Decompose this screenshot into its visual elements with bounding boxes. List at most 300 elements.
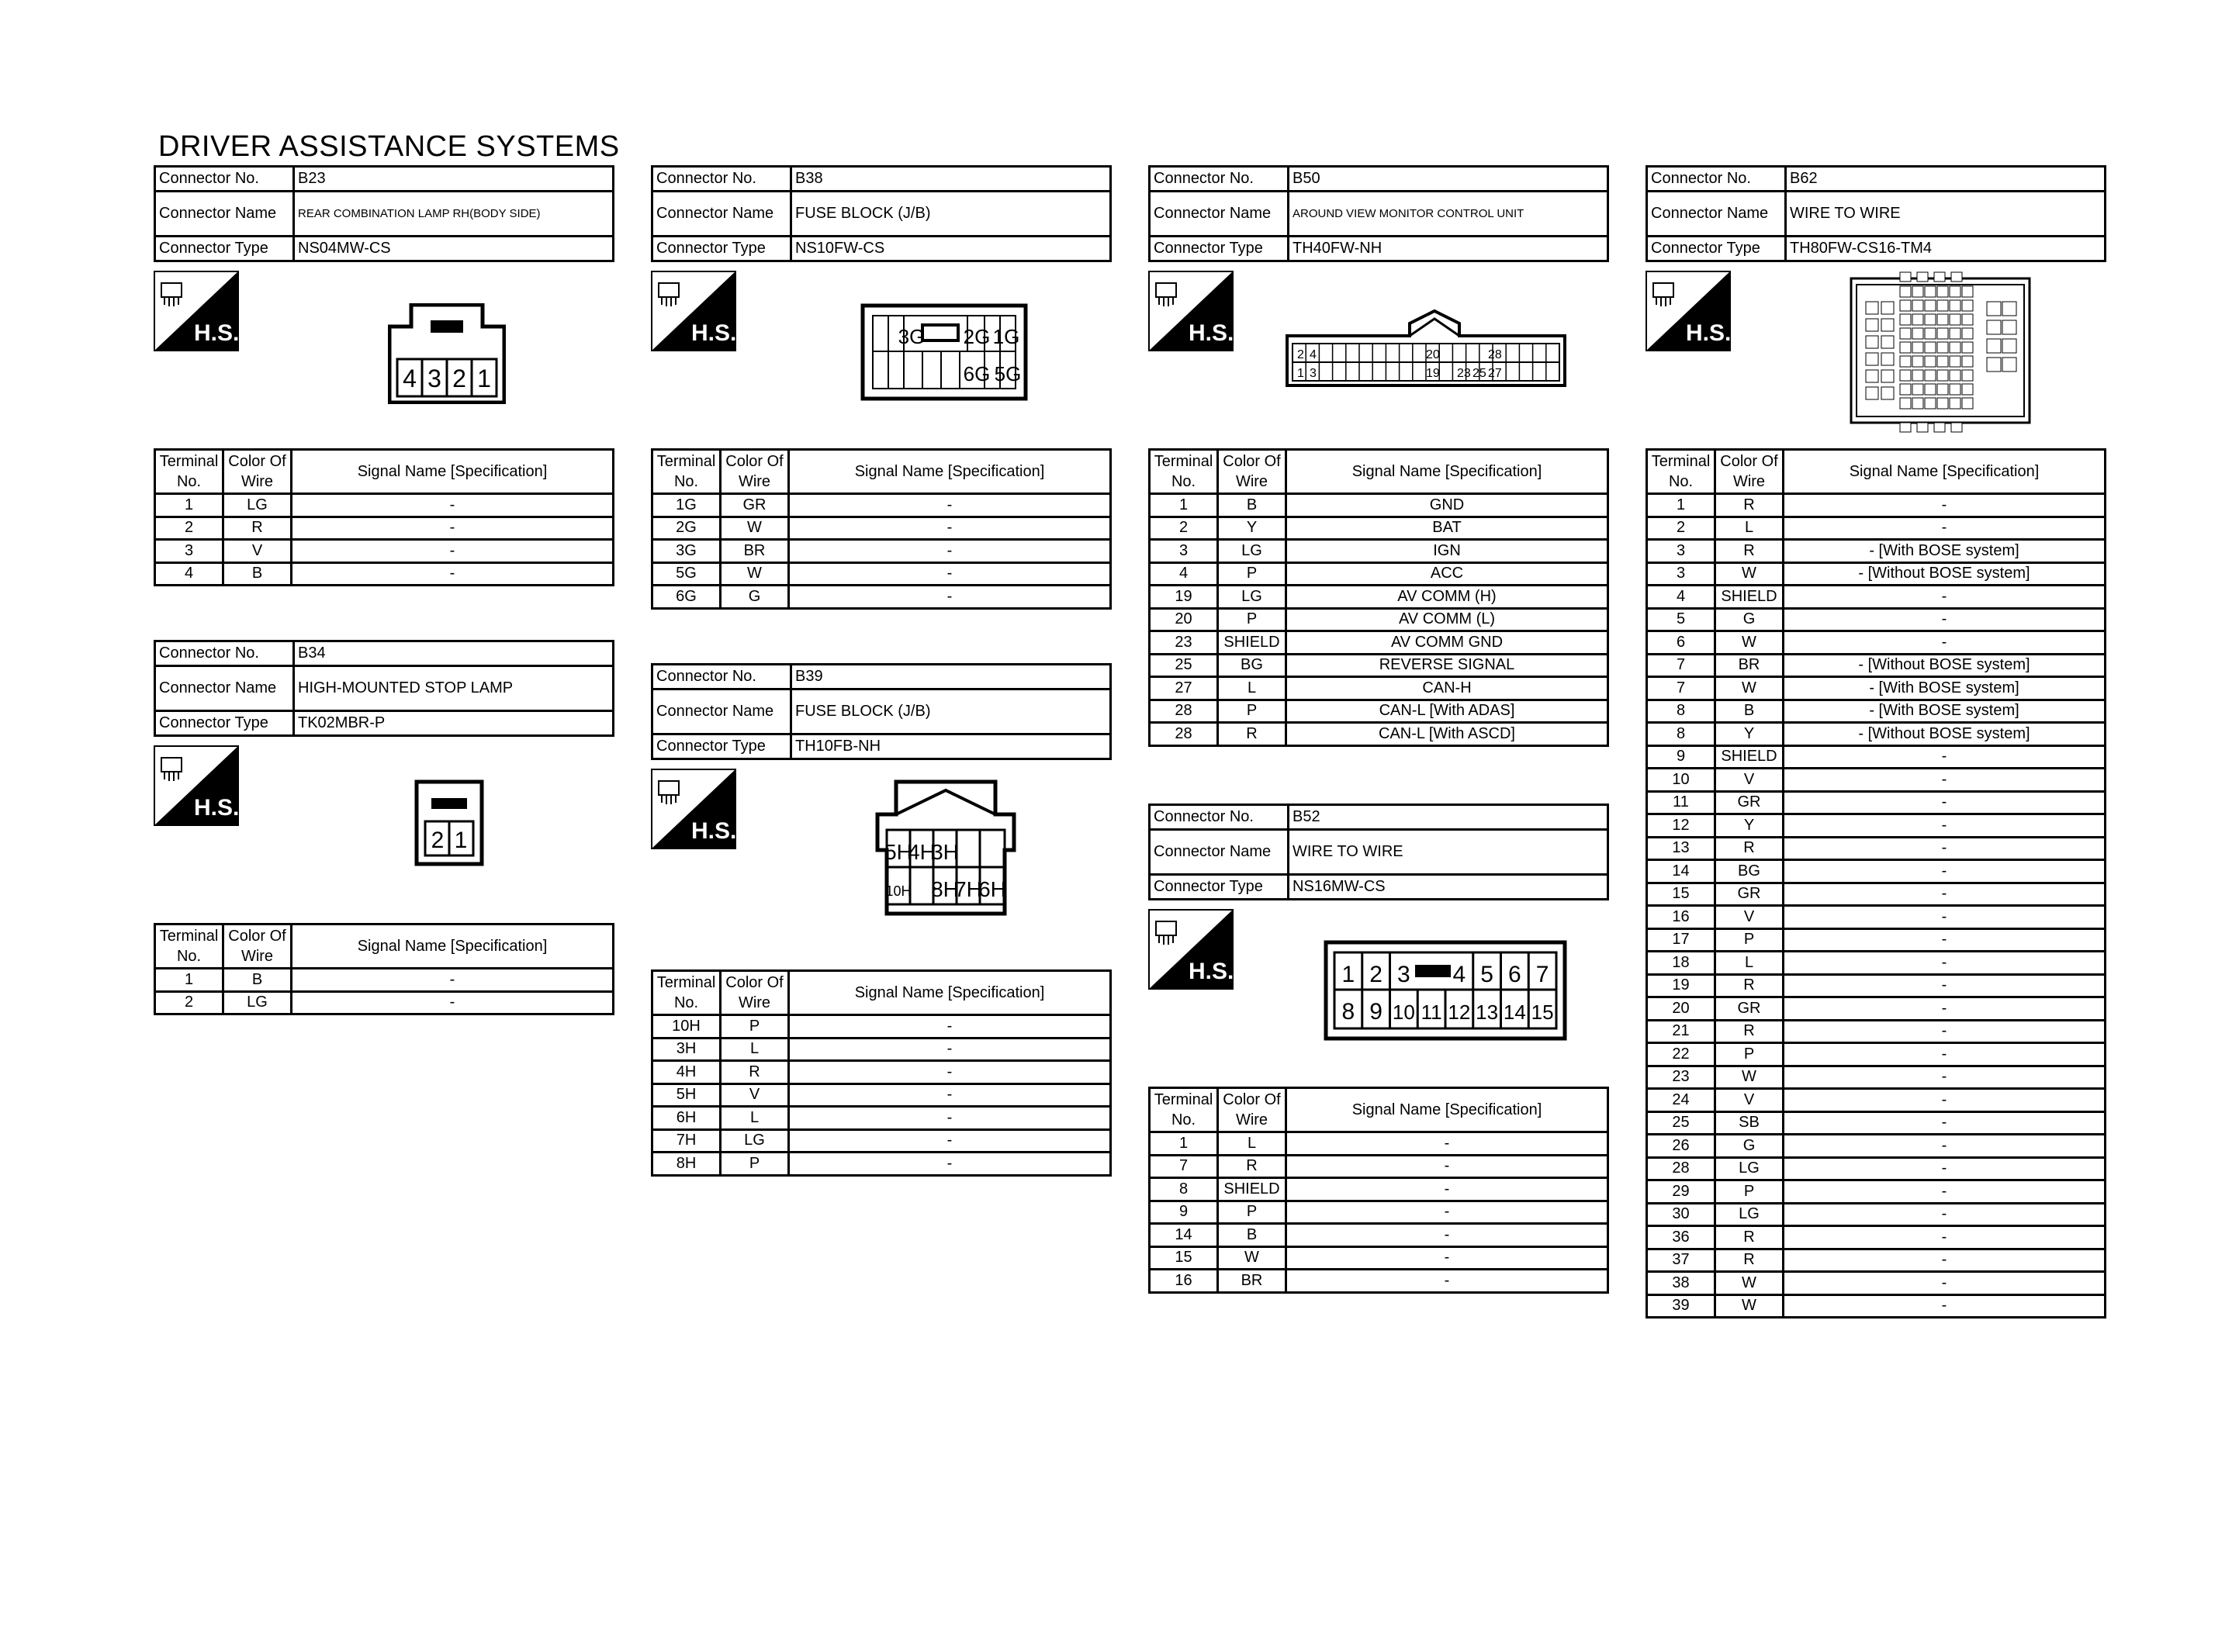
label-connector-no: Connector No. xyxy=(652,167,791,192)
pin-table xyxy=(651,969,1112,1177)
connector-name-value: FUSE BLOCK (J/B) xyxy=(791,192,1111,237)
connector-header xyxy=(1646,165,2106,262)
connector-type-value: TH10FB-NH xyxy=(791,734,1111,759)
table-row xyxy=(1647,769,2106,792)
wire-color-cell: BG xyxy=(1715,860,1784,883)
table-row xyxy=(1647,1294,2106,1318)
terminal-no-cell: 10H xyxy=(652,1015,721,1039)
pin-label: 8H xyxy=(931,877,959,901)
signal-name-cell: - xyxy=(292,969,614,992)
wire-color-cell: R xyxy=(1715,1020,1784,1043)
wire-color-cell: SB xyxy=(1715,1111,1784,1135)
signal-name-cell: CAN-H xyxy=(1286,677,1608,700)
wire-color-cell: P xyxy=(1218,1201,1286,1224)
terminal-no-cell: 14 xyxy=(1647,860,1715,883)
signal-name-cell: - xyxy=(1784,1111,2106,1135)
table-row xyxy=(652,1107,1111,1130)
label-connector-type: Connector Type xyxy=(652,237,791,261)
terminal-no-cell: 20 xyxy=(1647,997,1715,1021)
col-terminal-no: Terminal No. xyxy=(1150,1088,1218,1132)
wire-color-cell: Y xyxy=(1715,814,1784,838)
connector-face-diagram xyxy=(1324,940,1567,1045)
terminal-no-cell: 39 xyxy=(1647,1294,1715,1318)
wire-color-cell: BG xyxy=(1218,654,1286,677)
wire-color-cell: P xyxy=(1218,700,1286,723)
connector-b34 xyxy=(154,640,614,1015)
wire-color-cell: G xyxy=(721,586,789,609)
table-row xyxy=(1647,517,2106,540)
connector-type-value: NS04MW-CS xyxy=(294,237,614,261)
connector-no-value: B38 xyxy=(791,167,1111,192)
table-row xyxy=(1647,1203,2106,1226)
terminal-no-cell: 2 xyxy=(1647,517,1715,540)
wire-color-cell: L xyxy=(1715,952,1784,975)
signal-name-cell: - xyxy=(1784,608,2106,631)
terminal-no-cell: 2G xyxy=(652,517,721,540)
hs-label: H.S. xyxy=(691,818,736,844)
pin-label: 13 xyxy=(1476,1001,1499,1024)
wire-color-cell: P xyxy=(721,1015,789,1039)
pin-label: 4 xyxy=(403,365,417,392)
pin-label: 6G xyxy=(963,362,991,385)
wire-color-cell: R xyxy=(1218,723,1286,746)
wire-color-cell: G xyxy=(1715,1135,1784,1158)
connector-type-value: TH40FW-NH xyxy=(1289,237,1608,261)
terminal-no-cell: 7 xyxy=(1647,677,1715,700)
table-row xyxy=(652,540,1111,563)
signal-name-cell: - xyxy=(1784,974,2106,997)
wire-color-cell: BR xyxy=(721,540,789,563)
signal-name-cell: - xyxy=(292,540,614,563)
table-row xyxy=(1647,1272,2106,1295)
wire-color-cell: LG xyxy=(223,494,292,517)
table-row xyxy=(1647,1089,2106,1112)
pin-label: 2 xyxy=(1297,348,1304,361)
signal-name-cell: - xyxy=(1784,814,2106,838)
terminal-no-cell: 27 xyxy=(1150,677,1218,700)
terminal-no-cell: 8 xyxy=(1150,1178,1218,1201)
terminal-no-cell: 13 xyxy=(1647,837,1715,860)
table-row xyxy=(1647,745,2106,769)
connector-b62 xyxy=(1646,165,2106,1318)
signal-name-cell: - xyxy=(1784,1157,2106,1180)
wire-color-cell: R xyxy=(721,1061,789,1084)
table-row xyxy=(652,1038,1111,1061)
connector-name-value: AROUND VIEW MONITOR CONTROL UNIT xyxy=(1289,192,1608,237)
label-connector-name: Connector Name xyxy=(155,666,294,711)
connector-type-value: NS10FW-CS xyxy=(791,237,1111,261)
pin-label: 11 xyxy=(1421,1001,1442,1024)
terminal-no-cell: 12 xyxy=(1647,814,1715,838)
wire-color-cell: R xyxy=(1715,494,1784,517)
pin-label: 3 xyxy=(1397,962,1410,987)
signal-name-cell: - xyxy=(1784,1020,2106,1043)
table-row xyxy=(652,494,1111,517)
wire-color-cell: GR xyxy=(721,494,789,517)
terminal-no-cell: 14 xyxy=(1150,1224,1218,1247)
table-row xyxy=(155,494,614,517)
table-row xyxy=(1647,928,2106,952)
col-terminal-no: Terminal No. xyxy=(1647,450,1715,494)
terminal-no-cell: 16 xyxy=(1150,1270,1218,1293)
wire-color-cell: L xyxy=(721,1107,789,1130)
terminal-no-cell: 24 xyxy=(1647,1089,1715,1112)
table-row xyxy=(652,1015,1111,1039)
terminal-no-cell: 19 xyxy=(1647,974,1715,997)
label-connector-name: Connector Name xyxy=(1150,830,1289,875)
wire-color-cell: R xyxy=(1715,540,1784,563)
signal-name-cell: - xyxy=(1286,1178,1608,1201)
signal-name-cell: - xyxy=(1784,1294,2106,1318)
hs-label: H.S. xyxy=(1686,320,1731,346)
terminal-no-cell: 4 xyxy=(1647,586,1715,609)
terminal-no-cell: 4H xyxy=(652,1061,721,1084)
wire-color-cell: W xyxy=(1715,1294,1784,1318)
connector-face-diagram xyxy=(1285,308,1567,392)
pin-label: 4 xyxy=(1452,962,1466,987)
pin-label: 3G xyxy=(898,325,926,348)
pin-label: 6 xyxy=(1508,962,1521,987)
col-signal-name: Signal Name [Specification] xyxy=(789,450,1111,494)
label-connector-type: Connector Type xyxy=(155,711,294,736)
table-row xyxy=(652,517,1111,540)
signal-name-cell: - xyxy=(1784,1226,2106,1249)
signal-name-cell: BAT xyxy=(1286,517,1608,540)
col-color-of-wire: Color Of Wire xyxy=(721,450,789,494)
terminal-no-cell: 25 xyxy=(1647,1111,1715,1135)
signal-name-cell: AV COMM GND xyxy=(1286,631,1608,655)
terminal-no-cell: 6G xyxy=(652,586,721,609)
connector-no-value: B62 xyxy=(1786,167,2106,192)
pin-label: 3 xyxy=(427,365,441,392)
wire-color-cell: LG xyxy=(1715,1203,1784,1226)
table-row xyxy=(1647,1066,2106,1089)
label-connector-no: Connector No. xyxy=(1150,167,1289,192)
label-connector-type: Connector Type xyxy=(1150,875,1289,900)
wire-color-cell: R xyxy=(1218,1155,1286,1178)
connector-face-diagram xyxy=(874,779,1017,920)
wire-color-cell: LG xyxy=(1218,540,1286,563)
pin-label: 8 xyxy=(1341,999,1355,1025)
table-row xyxy=(1150,677,1608,700)
table-row xyxy=(1647,837,2106,860)
signal-name-cell: GND xyxy=(1286,494,1608,517)
label-connector-type: Connector Type xyxy=(652,734,791,759)
terminal-no-cell: 3H xyxy=(652,1038,721,1061)
table-row xyxy=(1150,540,1608,563)
wire-color-cell: LG xyxy=(1715,1157,1784,1180)
connector-name-value: WIRE TO WIRE xyxy=(1786,192,2106,237)
signal-name-cell: - [Without BOSE system] xyxy=(1784,562,2106,586)
wire-color-cell: L xyxy=(1218,1132,1286,1156)
table-row xyxy=(1647,952,2106,975)
hs-label: H.S. xyxy=(1189,959,1234,984)
wire-color-cell: Y xyxy=(1218,517,1286,540)
connector-no-value: B23 xyxy=(294,167,614,192)
terminal-no-cell: 23 xyxy=(1150,631,1218,655)
terminal-no-cell: 9 xyxy=(1647,745,1715,769)
signal-name-cell: AV COMM (H) xyxy=(1286,586,1608,609)
pin-table xyxy=(1148,1087,1609,1294)
signal-name-cell: - [Without BOSE system] xyxy=(1784,654,2106,677)
table-row xyxy=(1647,677,2106,700)
terminal-no-cell: 4 xyxy=(1150,562,1218,586)
terminal-no-cell: 9 xyxy=(1150,1201,1218,1224)
terminal-no-cell: 3 xyxy=(1647,562,1715,586)
signal-name-cell: - xyxy=(1784,883,2106,906)
terminal-no-cell: 5 xyxy=(1647,608,1715,631)
signal-name-cell: - xyxy=(789,1129,1111,1153)
connector-type-value: TH80FW-CS16-TM4 xyxy=(1786,237,2106,261)
wire-color-cell: W xyxy=(721,562,789,586)
signal-name-cell: - xyxy=(789,1153,1111,1176)
pin-label: 6H xyxy=(978,877,1006,901)
table-row xyxy=(1647,860,2106,883)
terminal-no-cell: 6H xyxy=(652,1107,721,1130)
hs-icon xyxy=(154,745,239,826)
connector-name-value: REAR COMBINATION LAMP RH(BODY SIDE) xyxy=(294,192,614,237)
table-row xyxy=(652,1153,1111,1176)
terminal-no-cell: 1 xyxy=(1150,1132,1218,1156)
signal-name-cell: - xyxy=(1784,745,2106,769)
wire-color-cell: LG xyxy=(1218,586,1286,609)
terminal-no-cell: 2 xyxy=(155,517,223,540)
table-row xyxy=(1150,608,1608,631)
connector-face-diagram xyxy=(388,303,506,408)
pin-label: 3 xyxy=(1310,367,1317,380)
col-signal-name: Signal Name [Specification] xyxy=(789,971,1111,1015)
connector-name-value: FUSE BLOCK (J/B) xyxy=(791,689,1111,734)
table-row xyxy=(1647,654,2106,677)
table-row xyxy=(652,562,1111,586)
wire-color-cell: GR xyxy=(1715,791,1784,814)
table-row xyxy=(1150,1155,1608,1178)
signal-name-cell: - xyxy=(1784,791,2106,814)
pin-table xyxy=(154,448,614,586)
terminal-no-cell: 7H xyxy=(652,1129,721,1153)
terminal-no-cell: 22 xyxy=(1647,1043,1715,1066)
pin-table xyxy=(1148,448,1609,747)
table-row xyxy=(1647,494,2106,517)
label-connector-no: Connector No. xyxy=(1150,805,1289,830)
terminal-no-cell: 4 xyxy=(155,562,223,586)
pin-label: 10H xyxy=(885,883,912,899)
label-connector-type: Connector Type xyxy=(1150,237,1289,261)
terminal-no-cell: 7 xyxy=(1150,1155,1218,1178)
table-row xyxy=(1647,906,2106,929)
signal-name-cell: - xyxy=(1784,1249,2106,1272)
terminal-no-cell: 5H xyxy=(652,1083,721,1107)
signal-name-cell: - [Without BOSE system] xyxy=(1784,723,2106,746)
terminal-no-cell: 11 xyxy=(1647,791,1715,814)
signal-name-cell: - xyxy=(1784,1066,2106,1089)
page-title: DRIVER ASSISTANCE SYSTEMS xyxy=(158,130,620,163)
wire-color-cell: SHIELD xyxy=(1715,745,1784,769)
label-connector-name: Connector Name xyxy=(1647,192,1786,237)
pin-label: 1 xyxy=(454,828,468,853)
connector-name-value: WIRE TO WIRE xyxy=(1289,830,1608,875)
wire-color-cell: V xyxy=(223,540,292,563)
terminal-no-cell: 23 xyxy=(1647,1066,1715,1089)
table-row xyxy=(1647,1226,2106,1249)
wire-color-cell: L xyxy=(721,1038,789,1061)
table-row xyxy=(1647,1043,2106,1066)
pin-label: 5 xyxy=(1480,962,1493,987)
table-row xyxy=(155,562,614,586)
table-row xyxy=(1150,1224,1608,1247)
wire-color-cell: V xyxy=(721,1083,789,1107)
table-row xyxy=(1647,1111,2106,1135)
signal-name-cell: - xyxy=(292,991,614,1014)
wire-color-cell: W xyxy=(721,517,789,540)
hs-icon xyxy=(1148,909,1234,990)
col-terminal-no: Terminal No. xyxy=(652,450,721,494)
table-row xyxy=(1150,700,1608,723)
terminal-no-cell: 28 xyxy=(1647,1157,1715,1180)
terminal-no-cell: 3G xyxy=(652,540,721,563)
connector-b23 xyxy=(154,165,614,586)
table-row xyxy=(1150,631,1608,655)
table-row xyxy=(155,517,614,540)
col-terminal-no: Terminal No. xyxy=(1150,450,1218,494)
signal-name-cell: - xyxy=(1784,517,2106,540)
table-row xyxy=(1647,1249,2106,1272)
wire-color-cell: B xyxy=(223,562,292,586)
pin-label: 1 xyxy=(1297,367,1304,380)
signal-name-cell: - xyxy=(1784,837,2106,860)
terminal-no-cell: 10 xyxy=(1647,769,1715,792)
pin-label: 1G xyxy=(992,325,1020,348)
signal-name-cell: - xyxy=(292,517,614,540)
signal-name-cell: - xyxy=(1784,1203,2106,1226)
signal-name-cell: - [With BOSE system] xyxy=(1784,540,2106,563)
wire-color-cell: P xyxy=(1715,928,1784,952)
signal-name-cell: - xyxy=(1784,1272,2106,1295)
wire-color-cell: LG xyxy=(721,1129,789,1153)
wire-color-cell: SHIELD xyxy=(1715,586,1784,609)
table-row xyxy=(1150,494,1608,517)
table-row xyxy=(1647,791,2106,814)
signal-name-cell: - xyxy=(789,1061,1111,1084)
terminal-no-cell: 28 xyxy=(1150,700,1218,723)
pin-label: 2 xyxy=(1369,962,1383,987)
terminal-no-cell: 8 xyxy=(1647,700,1715,723)
hs-label: H.S. xyxy=(194,320,239,346)
wire-color-cell: B xyxy=(1218,494,1286,517)
signal-name-cell: - xyxy=(1784,1089,2106,1112)
pin-label: 5G xyxy=(994,362,1022,385)
pin-label: 27 xyxy=(1488,367,1502,380)
terminal-no-cell: 1 xyxy=(155,969,223,992)
wire-color-cell: P xyxy=(721,1153,789,1176)
wire-color-cell: B xyxy=(1715,700,1784,723)
wire-color-cell: V xyxy=(1715,1089,1784,1112)
table-row xyxy=(1150,586,1608,609)
pin-table xyxy=(1646,448,2106,1318)
terminal-no-cell: 3 xyxy=(1647,540,1715,563)
wire-color-cell: GR xyxy=(1715,997,1784,1021)
terminal-no-cell: 3 xyxy=(155,540,223,563)
signal-name-cell: - xyxy=(1784,1180,2106,1204)
signal-name-cell: - xyxy=(292,494,614,517)
label-connector-name: Connector Name xyxy=(652,689,791,734)
connector-face-diagram xyxy=(414,779,484,870)
signal-name-cell: AV COMM (L) xyxy=(1286,608,1608,631)
hs-label: H.S. xyxy=(1189,320,1234,346)
label-connector-no: Connector No. xyxy=(652,665,791,689)
signal-name-cell: - [With BOSE system] xyxy=(1784,700,2106,723)
wire-color-cell: R xyxy=(223,517,292,540)
signal-name-cell: - xyxy=(789,562,1111,586)
hs-label: H.S. xyxy=(194,795,239,821)
terminal-no-cell: 29 xyxy=(1647,1180,1715,1204)
signal-name-cell: - xyxy=(789,517,1111,540)
connector-b39 xyxy=(651,663,1112,1177)
pin-label: 14 xyxy=(1503,1001,1526,1024)
signal-name-cell: - [With BOSE system] xyxy=(1784,677,2106,700)
terminal-no-cell: 38 xyxy=(1647,1272,1715,1295)
signal-name-cell: - xyxy=(1286,1201,1608,1224)
hs-icon xyxy=(1646,271,1731,351)
pin-label: 23 xyxy=(1457,367,1471,380)
col-color-of-wire: Color Of Wire xyxy=(1218,450,1286,494)
pin-label: 4H xyxy=(908,840,936,864)
table-row xyxy=(155,991,614,1014)
table-row xyxy=(1150,654,1608,677)
col-signal-name: Signal Name [Specification] xyxy=(292,450,614,494)
terminal-no-cell: 1 xyxy=(1647,494,1715,517)
pin-label: 2 xyxy=(452,365,466,392)
signal-name-cell: - xyxy=(789,1083,1111,1107)
table-row xyxy=(1647,1180,2106,1204)
terminal-no-cell: 3 xyxy=(1150,540,1218,563)
col-color-of-wire: Color Of Wire xyxy=(1715,450,1784,494)
terminal-no-cell: 5G xyxy=(652,562,721,586)
signal-name-cell: ACC xyxy=(1286,562,1608,586)
wire-color-cell: LG xyxy=(223,991,292,1014)
signal-name-cell: - xyxy=(789,540,1111,563)
signal-name-cell: REVERSE SIGNAL xyxy=(1286,654,1608,677)
wire-color-cell: W xyxy=(1715,1066,1784,1089)
hs-icon xyxy=(1148,271,1234,351)
terminal-no-cell: 21 xyxy=(1647,1020,1715,1043)
terminal-no-cell: 1 xyxy=(155,494,223,517)
signal-name-cell: - xyxy=(789,1015,1111,1039)
pin-table xyxy=(651,448,1112,610)
connector-header xyxy=(154,165,614,262)
terminal-no-cell: 15 xyxy=(1647,883,1715,906)
col-signal-name: Signal Name [Specification] xyxy=(292,924,614,969)
terminal-no-cell: 1G xyxy=(652,494,721,517)
pin-label: 7H xyxy=(954,877,982,901)
terminal-no-cell: 30 xyxy=(1647,1203,1715,1226)
signal-name-cell: - xyxy=(789,586,1111,609)
signal-name-cell: - xyxy=(789,1038,1111,1061)
hs-icon xyxy=(651,271,736,351)
signal-name-cell: - xyxy=(1784,494,2106,517)
table-row xyxy=(1647,562,2106,586)
table-row xyxy=(1647,700,2106,723)
table-row xyxy=(1647,814,2106,838)
hs-icon xyxy=(154,271,239,351)
terminal-no-cell: 17 xyxy=(1647,928,1715,952)
signal-name-cell: - xyxy=(292,562,614,586)
signal-name-cell: - xyxy=(1286,1270,1608,1293)
pin-label: 4 xyxy=(1310,348,1317,361)
table-row xyxy=(1647,1135,2106,1158)
pin-label: 15 xyxy=(1531,1001,1554,1024)
connector-b38 xyxy=(651,165,1112,610)
